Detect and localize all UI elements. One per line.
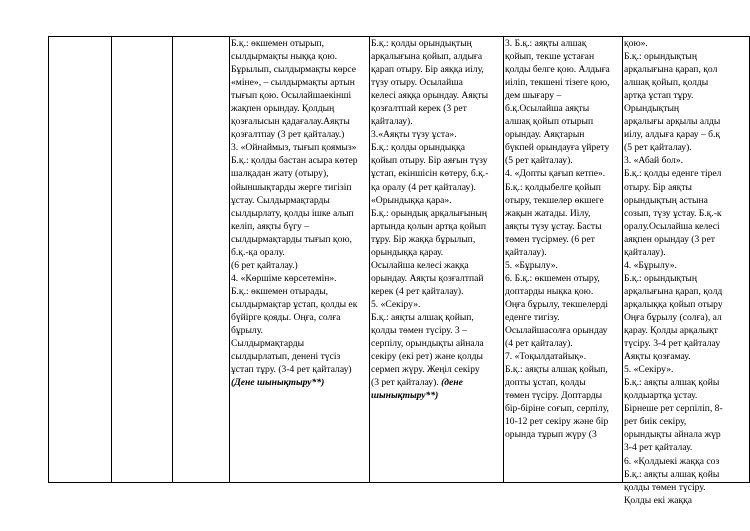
text-line: 7. «Тоқылдатайық».	[505, 351, 587, 363]
text-line: қозғалысын қадағалау.Аяқты	[231, 116, 350, 128]
text-line: алшақ қойып отырып	[505, 116, 594, 128]
text-line: Б.қ.: қолды орындыққа	[371, 142, 465, 154]
text-line: Б.қ.: аяқты алшақ қойып,	[505, 364, 608, 376]
empty-cell	[173, 37, 229, 481]
text-line: қарау. Қолды арқалықт	[624, 325, 718, 337]
text-line: иіліп, текшені тізеге қою,	[505, 77, 610, 89]
text-line: оралу.Осылайша келесі	[624, 220, 720, 232]
text-line: Осылайшасолға орындау	[505, 325, 608, 337]
text-line: алшақ қойып, қолды	[624, 77, 709, 89]
text-line: бүкпей орындауға үйрету	[505, 142, 610, 154]
text-line: бүйірге қояды. Оңға, солға	[231, 311, 341, 323]
text-line: еденге тигізу.	[505, 311, 560, 323]
empty-cell	[49, 37, 111, 481]
text-line: созып, түзу ұстау. Б.қ.-к	[624, 207, 722, 219]
text-line: Б.қ.: аяқты алшақ қойып,	[371, 311, 474, 323]
text-line: «Орындыққа қара».	[371, 194, 452, 206]
text-line: 6. «Қолдыекі жаққа соз	[624, 455, 720, 467]
text-line: орындау. Аяқты қозғалтпай	[371, 272, 484, 284]
text-line: сылдырмақтар ұстап, қолды ек	[231, 298, 358, 310]
text-line: түзу отыру. Осылайша	[371, 77, 463, 89]
text-line: шалқадан жату (отыру),	[231, 168, 329, 180]
text-line: сылдырлату, қолды ішке алып	[231, 207, 354, 219]
exercise-column	[371, 37, 502, 481]
text-line: 3-4 рет қайталау.	[624, 442, 693, 454]
text-line: (6 рет қайталау.)	[231, 259, 298, 271]
text-line: керек (4 рет қайталау).	[371, 285, 464, 297]
text-line: Б.қ.: өкшемен отырады,	[231, 285, 329, 297]
text-line: б.қ.-қа оралу.	[231, 246, 285, 258]
text-line: 4. «Бұрылу».	[624, 259, 677, 271]
text-line: Б.қ.: қолдыбелге қойып	[505, 181, 601, 193]
text-line: ұстап, екіншісін көтеру, б.қ.-	[371, 168, 489, 180]
text-line: 3. Б.қ.: аяқты алшақ	[505, 38, 587, 49]
text-line: орындықты айнала жүр	[624, 429, 721, 441]
text-line: түсіру. 3-4 рет қайталау	[624, 338, 721, 350]
text-line: Бұрылып, сылдырмақты көрсе	[231, 64, 357, 76]
text-line: төмен түсіру. Доптарды	[505, 390, 603, 402]
text-line: (Дене шынықтыру**)	[231, 377, 325, 389]
text-line: қозғалтпау (3 рет қайталау.)	[231, 129, 345, 141]
text-line: арқалығына қарап, қолд	[624, 285, 723, 297]
text-line: қарап отыру. Бір аяққа иілу,	[371, 64, 484, 76]
text-line: бір-біріне соғып, серпілу,	[505, 403, 609, 415]
text-line: отыру. Бір аяқты	[624, 181, 692, 193]
text-line: 5. «Секіру».	[624, 364, 674, 376]
text-line: орындықтың астына	[624, 194, 708, 206]
text-line: Б.қ.: орындықтың	[624, 51, 697, 63]
text-line: 4. «Көршіме көрсетемін».	[231, 272, 337, 284]
text-line: Б.қ.: орындық арқалығының	[371, 207, 487, 219]
text-line: (5 рет қайталау).	[624, 142, 692, 154]
text-line: Бірнеше рет серпіліп, 8-	[624, 403, 723, 415]
text-line: ойыншықтарды жерге тигізіп	[231, 181, 352, 193]
text-line: тығып қою. Осылайшаекінші	[231, 90, 352, 102]
text-line: допты ұстап, қолды	[505, 377, 586, 389]
text-line: 10-12 рет секіру және бір	[505, 416, 609, 428]
text-line: аяқты түзу ұстау. Басты	[505, 220, 602, 232]
text-line: 5. «Секіру».	[371, 298, 421, 310]
empty-cell	[112, 37, 172, 481]
text-line: 4. «Допты қағып кетпе».	[505, 168, 606, 180]
text-line: Оңға бұрылу, текшелерді	[505, 298, 609, 310]
text-line: қайталау).	[624, 246, 666, 258]
text-line	[371, 376, 502, 389]
text-line: тұру. Бір жаққа бұрылып,	[371, 233, 476, 245]
text-line: Б.қ.: аяқты алшақ қойы	[624, 468, 720, 480]
text-line: (5 рет қайталау).	[505, 155, 573, 167]
column-divider	[369, 36, 370, 482]
text-line: секіру (екі рет) және қолды	[371, 351, 483, 363]
text-line: Б.қ.: қолды орындықтың	[371, 38, 472, 49]
text-line: жақын жатады. Иілу,	[505, 207, 591, 219]
text-line: 6. Б.қ.: өкшемен отыру,	[505, 272, 600, 284]
text-line: орындау. Аяқтарын	[505, 129, 585, 141]
text-line: 3. «Абай бол».	[624, 155, 684, 167]
text-line: қозғалтпай керек (3 рет	[371, 103, 467, 115]
text-line: Б.қ.: қолды бастан асыра көтер	[231, 155, 358, 167]
text-line: Б.қ.: қолды еденге тірел	[624, 168, 722, 180]
text-line: сылдырмақтарды тығып қою,	[231, 233, 352, 245]
text-line: доптарды нықка қою.	[505, 285, 594, 297]
text-line: дем шығару –	[505, 90, 562, 102]
text-line: «міне», – сылдырмақты артын	[231, 77, 355, 89]
text-line: қа оралу (4 рет қайталау).	[371, 181, 476, 193]
text-line: сылдырлатып, денені түсіз	[231, 351, 341, 363]
text-line: қайталау).	[505, 246, 547, 258]
text-line: Б.қ.: аяқты алшақ қойы	[624, 377, 720, 389]
text-line: орында тұрып жүру (3	[505, 429, 597, 441]
text-segment-emphasis: (дене	[441, 377, 463, 389]
text-line: орындыққа қарау.	[371, 246, 444, 258]
text-line: Оңға бұрылу (солға), ал	[624, 311, 722, 323]
text-line: серпілу, орындықты айнала	[371, 338, 484, 350]
text-line: Орындықтың	[624, 103, 680, 115]
text-line: бұрылу.	[231, 325, 263, 337]
text-line: 5. «Бұрылу».	[505, 259, 558, 271]
text-line: қолды белге қою. Алдыға	[505, 64, 610, 76]
text-line: сермеп жүру. Жеңіл секіру	[371, 364, 480, 376]
text-line: Сылдырмақтарды	[231, 338, 305, 350]
column-divider	[503, 36, 504, 482]
exercise-column	[505, 37, 621, 481]
column-divider	[622, 36, 623, 482]
text-line: қойып, текше ұстаған	[505, 51, 595, 63]
text-line: арқалығы арқылы алды	[624, 116, 721, 128]
text-line: қою».	[624, 38, 648, 49]
exercise-column	[624, 37, 749, 506]
text-line: б.қ.Осылайша аяқты	[505, 103, 590, 115]
text-line: артқа ұстап тұру.	[624, 90, 694, 102]
text-line: (4 рет қайталау).	[505, 338, 573, 350]
text-line: Б.қ.: орындықтың	[624, 272, 697, 284]
text-line: арқалыққа қойып отыру	[624, 298, 723, 310]
text-line: төмен түсірмеу. (6 рет	[505, 233, 595, 245]
text-line: келесі аяққа орындау. Аяқты	[371, 90, 489, 102]
text-segment: (3 рет қайталау).	[371, 377, 442, 389]
text-line: ұстап тұру. (3-4 рет қайталау)	[231, 364, 352, 376]
text-line: арқалығына қойып, алдыға	[371, 51, 483, 63]
text-line: аяқпен орындау (3 рет	[624, 233, 715, 245]
text-line: отыру, текшелер өкшеге	[505, 194, 604, 206]
text-line: қойып отыру. Бір аяғын түзу	[371, 155, 488, 167]
text-line: 3.«Аяқты түзу ұста».	[371, 129, 457, 141]
text-line: рет биік секіру,	[624, 416, 687, 428]
text-line: қайталау).	[371, 116, 413, 128]
text-line: Қолды екі жаққа	[624, 494, 693, 506]
text-line: ұстау. Сылдырмақтарды	[231, 194, 330, 206]
text-line: жақпен орындау. Қолдың	[231, 103, 335, 115]
column-divider	[229, 36, 230, 482]
text-line: қолдыартқа ұстау.	[624, 390, 698, 402]
text-line: Б.қ.: өкшемен отырып,	[231, 38, 325, 49]
text-line: Осылайша келесі жаққа	[371, 259, 469, 271]
text-line: шынықтыру**)	[371, 390, 439, 402]
text-line: келіп, аяқты бүгу –	[231, 220, 310, 232]
text-line: қолды төмен түсіру.	[624, 481, 706, 493]
text-line: иілу, алдыға қарау – б.қ	[624, 129, 721, 141]
text-line: 3. «Ойнаймыз, тығып қоямыз»	[231, 142, 357, 154]
text-line: артында қолын артқа қойып	[371, 220, 486, 232]
text-line: арқалығына қарап, қол	[624, 64, 718, 76]
text-line: қолды төмен түсіру. 3 –	[371, 325, 467, 337]
exercise-column	[231, 37, 368, 481]
text-line: сылдырмақты ныққа қою.	[231, 51, 338, 63]
text-line: Аяқты қозғамау.	[624, 351, 691, 363]
